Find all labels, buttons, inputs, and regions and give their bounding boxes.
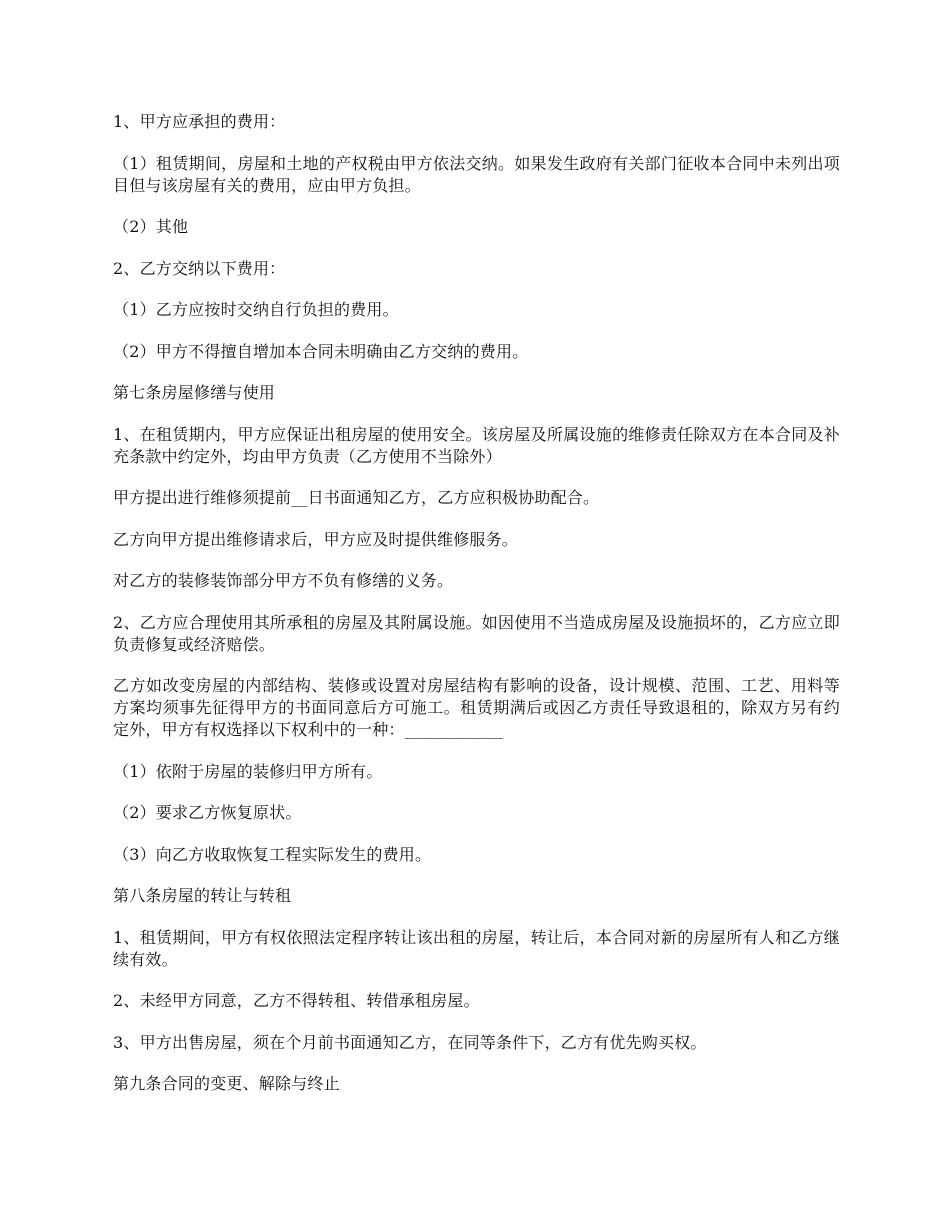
paragraph-option-2: （2）要求乙方恢复原状。 — [113, 803, 302, 822]
paragraph-no-added-fees: （2）甲方不得擅自增加本合同未明确由乙方交纳的费用。 — [113, 341, 529, 361]
document-body — [113, 111, 840, 1115]
paragraph-repair-responsibility: 1、在租赁期内，甲方应保证出租房屋的使用安全。该房屋及所属设施的维修责任除双方在本合同及补充条款中约定外，均由甲方负责（乙方使用不当除外） — [113, 424, 840, 466]
paragraph-proper-use: 2、乙方应合理使用其所承租的房屋及其附属设施。如因使用不当造成房屋及设施损坏的，乙方应立即负责修复或经济赔偿。 — [113, 612, 840, 654]
paragraph-party-a-fees-heading: 1、甲方应承担的费用： — [113, 112, 286, 131]
section-heading-article-7: 第七条房屋修缮与使用 — [113, 383, 276, 402]
paragraph-party-b-pay-on-time: （1）乙方应按时交纳自行负担的费用。 — [113, 300, 399, 319]
paragraph-preemptive-right: 3、甲方出售房屋，须在个月前书面通知乙方，在同等条件下，乙方有优先购买权。 — [113, 1032, 707, 1052]
section-heading-article-8: 第八条房屋的转让与转租 — [113, 886, 292, 905]
paragraph-structural-changes: 乙方如改变房屋的内部结构、装修或设置对房屋结构有影响的设备，设计规模、范围、工艺、用料等方案均须事先征得甲方的书面同意后方可施工。租赁期满后或因乙方责任导致退租的，除双方另有约定外，甲方有权选择以下权利中的一种：____________ — [113, 676, 840, 739]
paragraph-party-b-fees-heading: 2、乙方交纳以下费用： — [113, 258, 286, 278]
section-heading-article-9: 第九条合同的变更、解除与终止 — [113, 1074, 340, 1093]
paragraph-transfer: 1、租赁期间，甲方有权依照法定程序转让该出租的房屋，转让后，本合同对新的房屋所有人和乙方继续有效。 — [113, 927, 840, 969]
paragraph-decoration-exclusion: 对乙方的装修装饰部分甲方不负有修缮的义务。 — [113, 571, 454, 590]
paragraph-other: （2）其他 — [113, 217, 189, 236]
paragraph-repair-request: 乙方向甲方提出维修请求后，甲方应及时提供维修服务。 — [113, 529, 519, 549]
paragraph-option-3: （3）向乙方收取恢复工程实际发生的费用。 — [113, 844, 432, 864]
paragraph-property-tax: （1）租赁期间，房屋和土地的产权税由甲方依法交纳。如果发生政府有关部门征收本合同中未列出项目但与该房屋有关的费用，应由甲方负担。 — [113, 153, 840, 195]
paragraph-option-1: （1）依附于房屋的装修归甲方所有。 — [113, 761, 383, 781]
paragraph-no-sublet: 2、未经甲方同意，乙方不得转租、转借承租房屋。 — [113, 991, 480, 1010]
paragraph-repair-notice: 甲方提出进行维修须提前__日书面通知乙方，乙方应积极协助配合。 — [113, 488, 600, 507]
